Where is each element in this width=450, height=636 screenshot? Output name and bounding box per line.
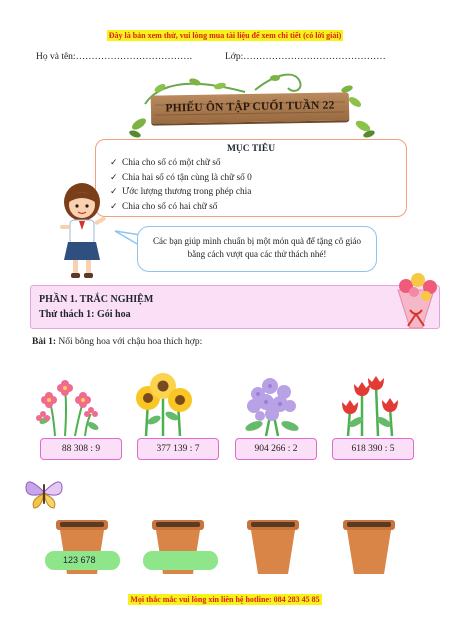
girl-character-icon <box>52 180 112 280</box>
flower-expression-box[interactable] <box>137 438 219 460</box>
answer-text: 123 678 <box>63 555 96 565</box>
flower-expression-box[interactable] <box>235 438 317 460</box>
answer-input[interactable] <box>143 551 218 570</box>
bouquet-icon <box>388 270 444 334</box>
goal-item <box>110 171 252 186</box>
check-icon: ✓ <box>110 200 118 211</box>
tulips-icon <box>334 370 406 438</box>
goal-item <box>110 185 252 200</box>
flower-expression-box[interactable] <box>332 438 414 460</box>
exercise-text: Nối bông hoa với chậu hoa thích hợp: <box>56 337 203 347</box>
goal-text: Chia cho số có hai chữ số <box>122 201 218 212</box>
goals-list <box>110 156 252 214</box>
flower-expression-text: 377 139 : 7 <box>156 444 200 454</box>
page-title: PHIẾU ÔN TẬP CUỐI TUẦN 22 <box>165 99 335 115</box>
check-icon: ✓ <box>110 171 118 182</box>
student-class-field[interactable]: Lớp:……………………………………… <box>225 52 386 62</box>
flower-expression-text: 904 266 : 2 <box>254 444 298 454</box>
goals-heading: MỤC TIÊU <box>226 144 276 154</box>
hotline-banner <box>0 589 450 607</box>
hotline-text: Mọi thắc mắc vui lòng xin liên hệ hotline: 084 283 45 85 <box>130 595 320 604</box>
flower-expression-box[interactable] <box>40 438 122 460</box>
flower-expression-text: 618 390 : 5 <box>351 444 395 454</box>
pink-flowers-icon <box>35 370 99 438</box>
goal-text: Chia hai số có tận cùng là chữ số 0 <box>122 172 252 183</box>
sunflowers-icon <box>130 368 196 438</box>
exercise-instruction <box>32 337 202 347</box>
butterfly-icon <box>22 472 66 512</box>
check-icon: ✓ <box>110 157 118 167</box>
flower-pot-icon[interactable] <box>245 518 301 576</box>
student-name-field[interactable]: Họ và tên:………………………………. <box>36 52 192 62</box>
section-part-title: PHẦN 1. TRẮC NGHIỆM <box>39 294 154 305</box>
title-board <box>151 92 349 123</box>
flower-pot-icon[interactable] <box>341 518 397 576</box>
goal-item <box>110 156 252 171</box>
goal-item <box>110 200 252 215</box>
speech-bubble <box>137 226 377 272</box>
goal-text: Ước lượng thương trong phép chia <box>122 187 252 197</box>
section-challenge-title: Thử thách 1: Gói hoa <box>39 309 131 320</box>
goals-box <box>95 139 407 217</box>
exercise-label: Bài 1: <box>32 337 57 347</box>
hydrangea-icon <box>236 372 308 438</box>
section-header-box <box>30 285 440 329</box>
preview-notice-text: Đây là bản xem thử, vui lòng mua tài liệu để xem chi tiết (có lời giải) <box>108 31 342 40</box>
check-icon: ✓ <box>110 186 118 196</box>
preview-notice-banner <box>0 25 450 43</box>
goal-text: Chia cho số có một chữ số <box>122 158 221 168</box>
flower-expression-text: 88 308 : 9 <box>61 444 101 454</box>
speech-text: Các bạn giúp mình chuẩn bị một món quà để tặng cô giáo bằng cách vượt qua các thử thách nhé! <box>153 236 361 259</box>
